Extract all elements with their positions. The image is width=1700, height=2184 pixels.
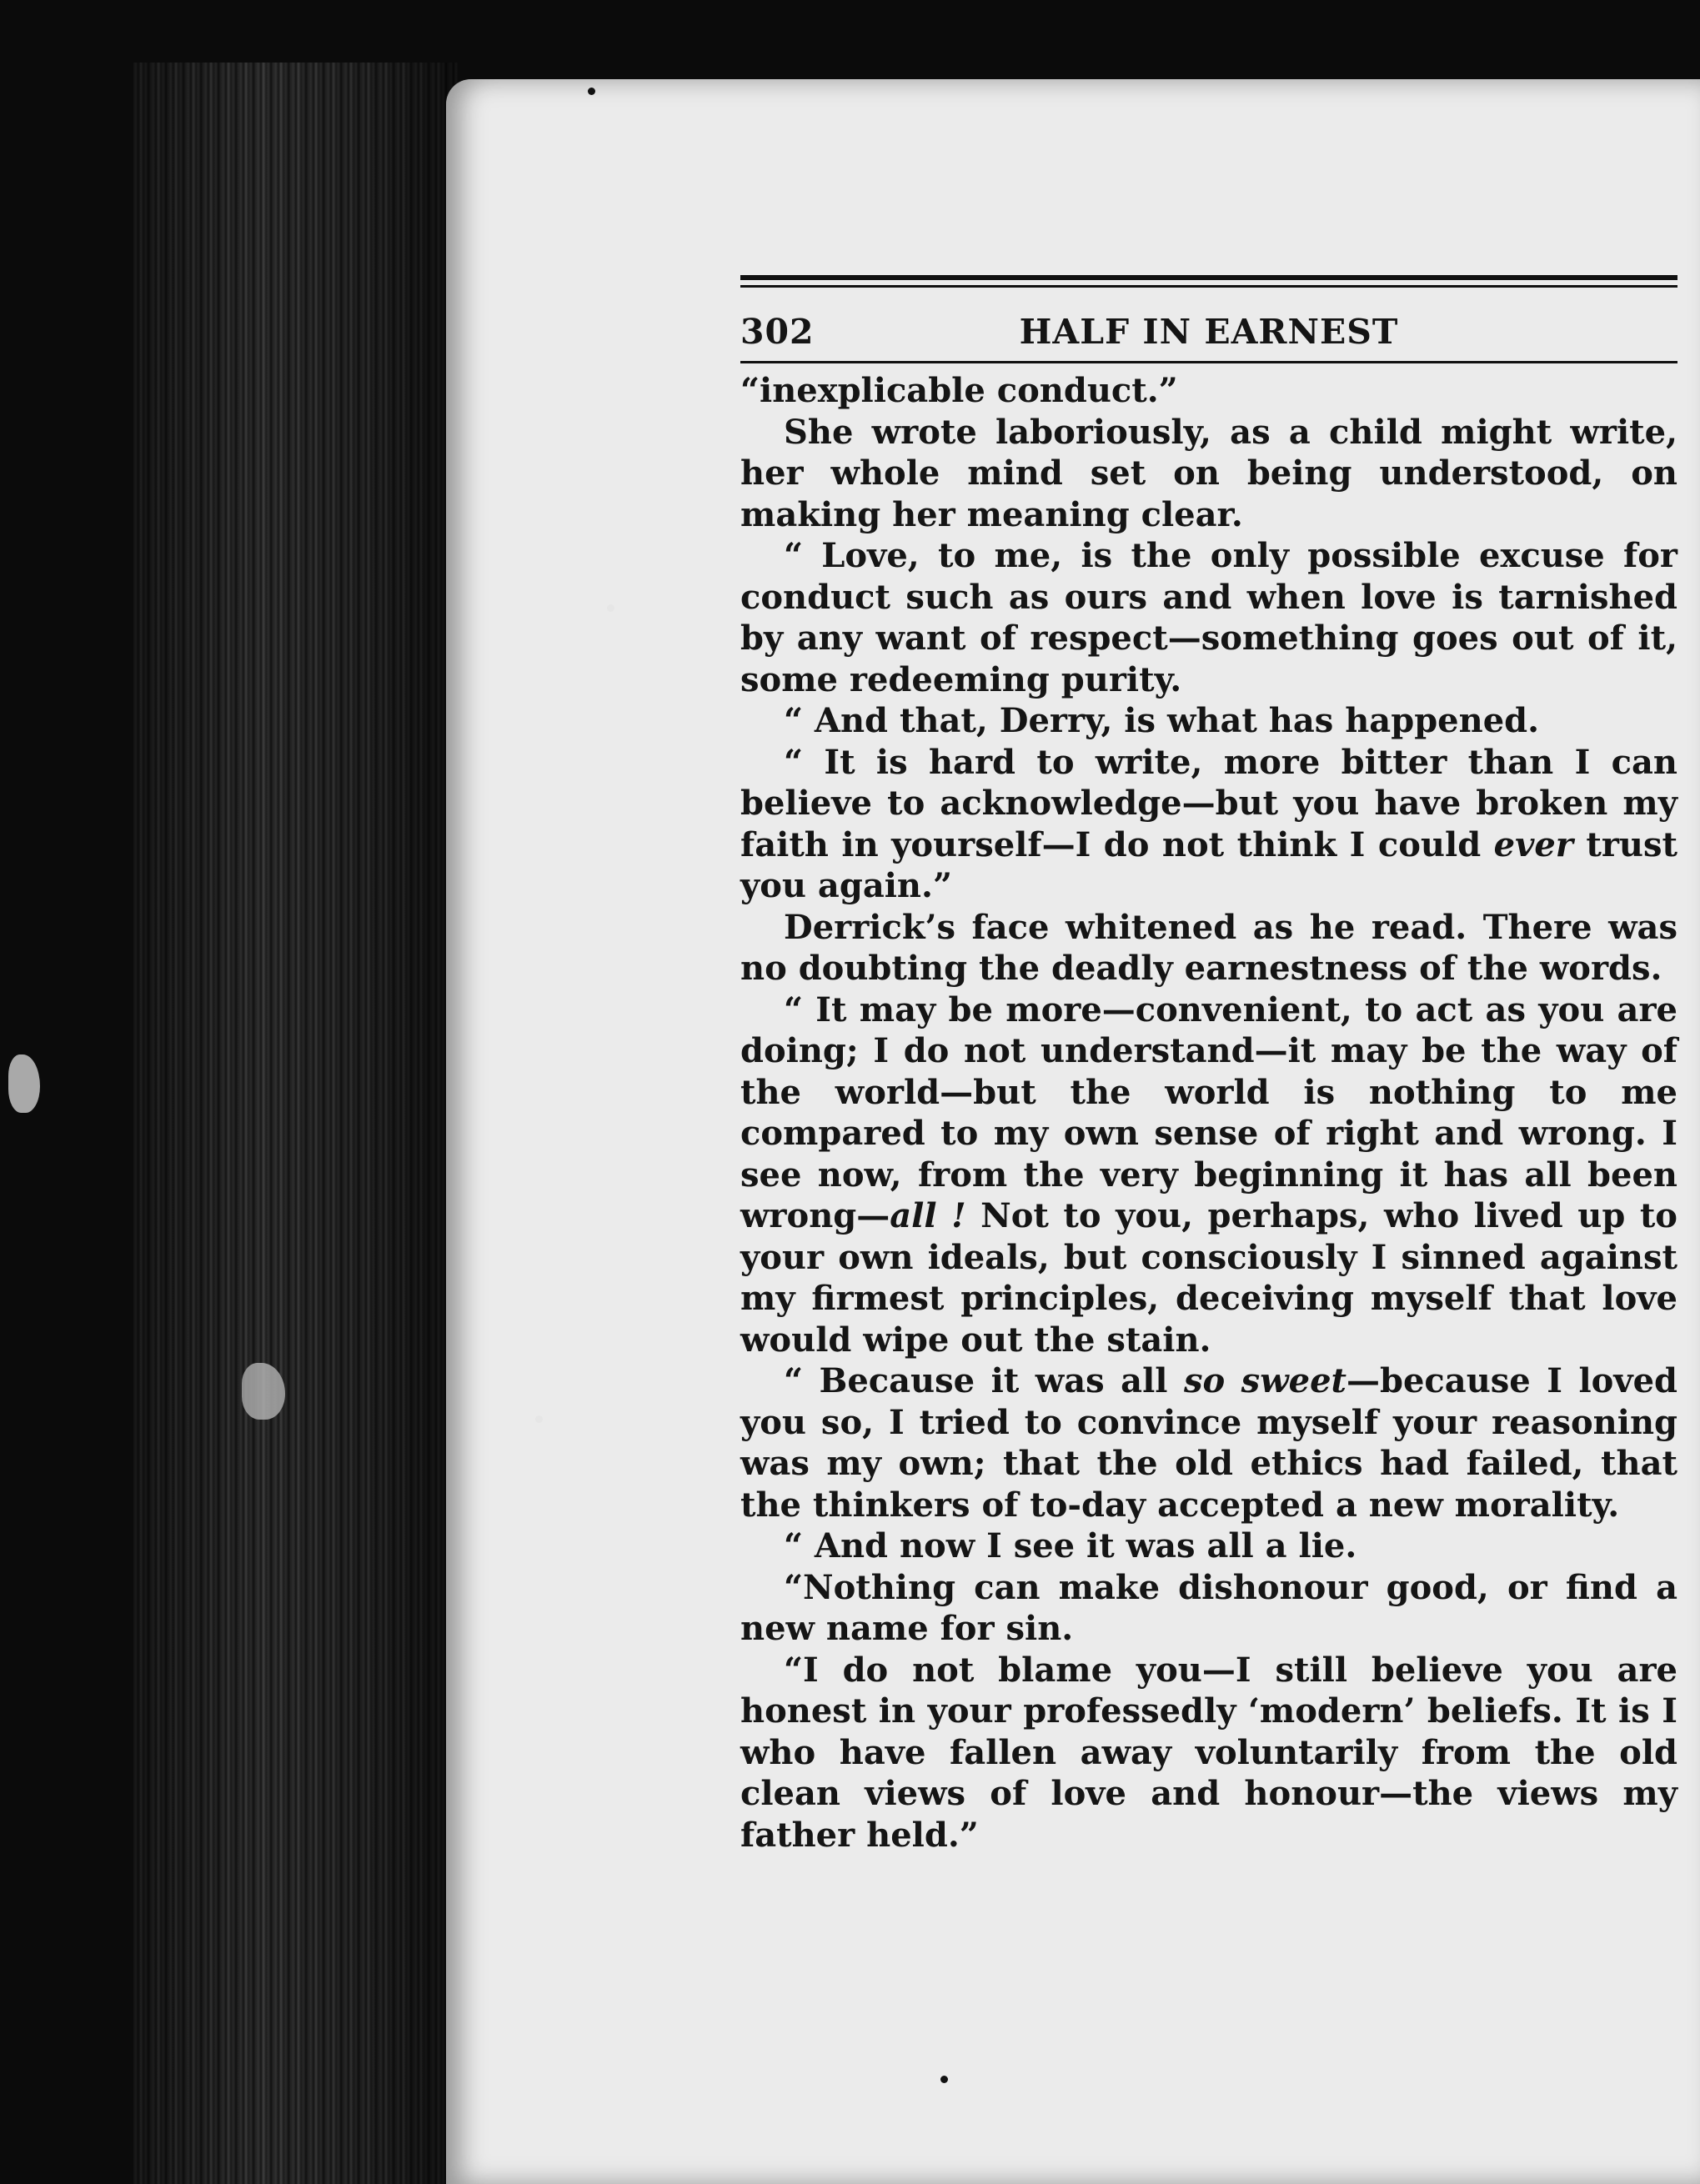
paragraph	[740, 1360, 1677, 1525]
italic-text: so sweet	[1183, 1361, 1346, 1400]
paper-fleck	[242, 1363, 285, 1420]
running-head-rule	[740, 361, 1677, 363]
paragraph	[740, 370, 1677, 412]
book-fore-edge	[133, 63, 459, 2184]
header-rule-thick	[740, 275, 1677, 280]
paragraph-text: Not to you, perhaps, who lived up to your own ideals, but consciously I sinned against my firmest principles, deceiving myself that love would wipe out the stain.	[740, 1196, 1677, 1360]
paragraph-text: “ And now I see it was all a lie.	[784, 1526, 1357, 1565]
paragraph-text: “I do not blame you—I still believe you are honest in your professedly ‘modern’ beliefs. It is I who have fallen away voluntarily from the old clean views of love and honour—the views my father held.”	[740, 1650, 1677, 1855]
page-speck	[588, 88, 595, 95]
paragraph	[740, 1525, 1677, 1567]
paragraph-text: “ Because it was all	[784, 1361, 1184, 1400]
paragraph-text: trust you again.”	[740, 824, 1677, 905]
running-head	[740, 306, 1677, 358]
page-number: 302	[740, 312, 815, 352]
running-title: HALF IN EARNEST	[1019, 312, 1399, 352]
paragraph-text: “inexplicable conduct.”	[740, 371, 1178, 410]
page-speck	[607, 604, 614, 612]
paragraph	[740, 1567, 1677, 1650]
italic-text: ever	[1493, 824, 1573, 864]
text-block	[740, 275, 1677, 1856]
paper-fleck	[8, 1054, 40, 1113]
paragraph-text: “ And that, Derry, is what has happened.	[784, 701, 1540, 740]
paragraph	[740, 907, 1677, 989]
paragraph	[740, 535, 1677, 700]
paragraph-text: She wrote laboriously, as a child might write, her whole mind set on being understood, on making her meaning clear.	[740, 412, 1677, 534]
page-speck	[940, 2076, 948, 2083]
italic-text: all !	[890, 1196, 966, 1235]
paragraph-text: “Nothing can make dishonour good, or find a new name for sin.	[740, 1567, 1677, 1648]
paragraph	[740, 412, 1677, 536]
paragraph	[740, 989, 1677, 1361]
paragraph-text: —because I loved you so, I tried to convince myself your reasoning was my own; that the old ethics had failed, that the thinkers of to-day accepted a new morality.	[740, 1361, 1677, 1525]
paragraph-text: Derrick’s face whitened as he read. There was no doubting the deadly earnestness of the words.	[740, 907, 1677, 988]
paragraph-text: “ It may be more—convenient, to act as you are doing; I do not understand—it may be the way of the world—but the world is nothing to me compared to my own sense of right and wrong. I see now, from the very beginning it has all been wrong—	[740, 989, 1677, 1235]
paragraph	[740, 1650, 1677, 1856]
paragraph-text: “ Love, to me, is the only possible excuse for conduct such as ours and when love is tarnished by any want of respect—something goes out of it, some redeeming purity.	[740, 536, 1677, 699]
paragraph	[740, 700, 1677, 742]
page-speck	[535, 1415, 543, 1423]
header-rule-thin	[740, 285, 1677, 288]
paragraph	[740, 742, 1677, 907]
paragraph-text: “ It is hard to write, more bitter than I can believe to acknowledge—but you have broken my faith in yourself—I do not think I could	[740, 742, 1677, 864]
body-text	[740, 370, 1677, 1856]
